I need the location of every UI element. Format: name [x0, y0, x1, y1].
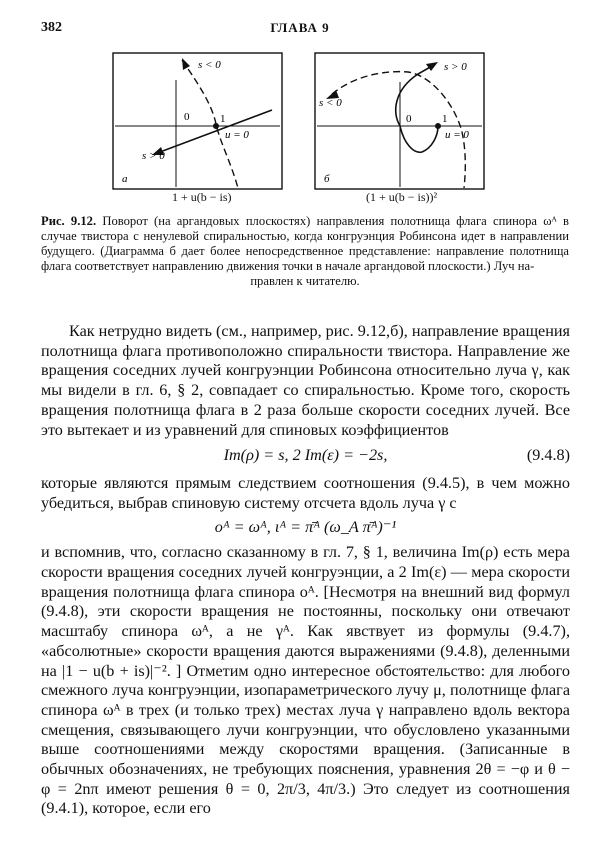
chapter-title: ГЛАВА 9	[270, 20, 330, 35]
equation-number: (9.4.8)	[526, 446, 570, 465]
caption-text: Поворот (на аргандовых плоскостях) направления полотнища флага спинора ωᴬ в случае твистора с ненулевой спиральностью, когда конгруэнция Робинсона идет в направлении будущего. (Диаграмма б дает более непосредственное представление: направление полотнища флага соответствует направлению движения точки в начале аргандовой плоскости.) Луч на-	[41, 214, 569, 273]
label-s-positive: s > 0	[142, 150, 165, 162]
label-u-zero: u = 0	[225, 129, 249, 141]
label-s-negative: s < 0	[319, 97, 342, 109]
panel-b-caption: (1 + u(b − is))²	[366, 190, 438, 204]
label-one: 1	[220, 113, 226, 125]
label-u-zero: u = 0	[445, 129, 469, 141]
body-text	[41, 322, 570, 819]
panel-letter: а	[122, 173, 128, 185]
label-origin: 0	[406, 113, 412, 125]
equation-spin-frame: oᴬ = ωᴬ, ιᴬ = π̄ᴬ (ω_A π̄ᴬ)⁻¹	[214, 517, 397, 536]
panel-a-caption: 1 + u(b − is)	[172, 190, 232, 204]
figure-panel-a	[112, 52, 283, 198]
panel-a-diagram	[112, 52, 283, 198]
panel-b-diagram	[314, 52, 485, 198]
page-header	[0, 20, 600, 40]
figure-panel-b	[314, 52, 485, 198]
paragraph-3: и вспомнив, что, согласно сказанному в гл. 7, § 1, величина Im(ρ) есть мера скорости вращения соседних лучей конгруэнции, а 2 Im(ε) — мера скорости вращения полотнища флага спинора oᴬ. [Несмотря на внешний вид формул (9.4.8), эти скорости вращения не постоянны, поскольку они отвечают масштабу спинора ωᴬ, а не γᴬ. Как явствует из формулы (9.4.7), «абсолютные» скорости вращения даются выражениями (9.4.8), деленными на |1 − u(b + is)|⁻². ] Отметим одно интересное обстоятельство: для любого смежного луча конгруэнции, изопараметрического лучу μ, полотнище флага спинора ωᴬ в трех (и только трех) местах луча γ направлено вдоль вектора смещения, связывающего лучи конгруэнции, что обусловлено указанными выше соотношениями между скоростями вращения. (Записанные в обычных обозначениях, не требующих пояснения, уравнения 2θ = −φ и θ − φ = 2nπ имеют решения θ = 0, 2π/3, 4π/3.) Это следует из соотношения (9.4.1), которое, если его	[41, 543, 570, 818]
label-one: 1	[442, 113, 448, 125]
figure-label: Рис. 9.12.	[41, 214, 97, 228]
caption-last-line: правлен к читателю.	[250, 274, 360, 288]
label-s-positive: s > 0	[444, 61, 467, 73]
page-number: 382	[41, 20, 62, 35]
label-s-negative: s < 0	[198, 59, 221, 71]
equation-content: Im(ρ) = s, 2 Im(ε) = −2s,	[223, 446, 388, 465]
paragraph-2: которые являются прямым следствием соотношения (9.4.5), в чем можно убедиться, выбрав спиновую систему отсчета вдоль луча γ с	[41, 474, 570, 512]
equation-9-4-8	[41, 446, 570, 468]
panel-letter: б	[324, 173, 330, 185]
figure-caption	[41, 214, 569, 289]
label-origin: 0	[184, 111, 190, 123]
paragraph-1: Как нетрудно видеть (см., например, рис. 9.12,б), направление вращения полотнища флага противоположно спиральности твистора. Направление же вращения соседних лучей конгруэнции Робинсона относительно луча γ, как мы видели в гл. 6, § 2, совпадает со спиральностью. Кроме того, скорость вращения полотнища флага в 2 раза больше скорости соседних лучей. Все это вытекает и из уравнений для спиновых коэффициентов	[41, 322, 570, 439]
